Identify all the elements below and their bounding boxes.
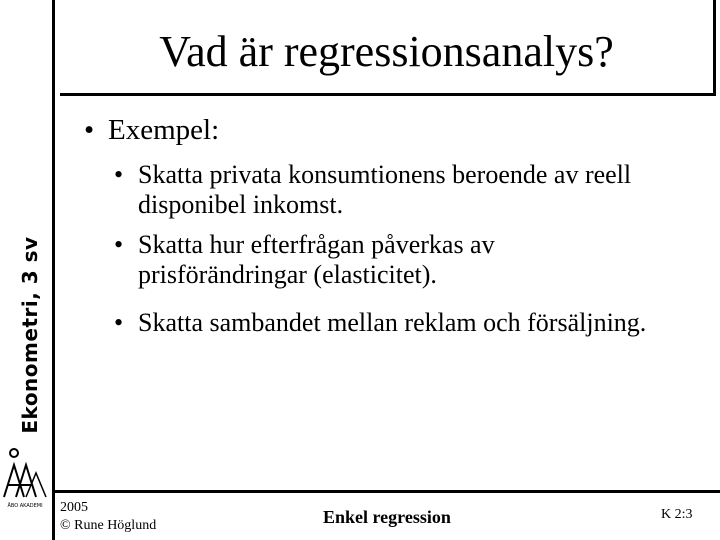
vertical-divider bbox=[52, 0, 55, 540]
slide-title: Vad är regressionsanalys? bbox=[159, 27, 614, 76]
bullet-line: Skatta hur efterfrågan påverkas av bbox=[138, 230, 495, 259]
bullet-glyph: • bbox=[84, 114, 95, 146]
bullet-level2-2 bbox=[114, 230, 495, 290]
footer-left bbox=[60, 499, 156, 535]
footer-divider bbox=[52, 490, 720, 493]
bullet-level1-text: Exempel: bbox=[108, 114, 220, 146]
bullet-glyph: • bbox=[114, 308, 124, 337]
footer-center: Enkel regression bbox=[323, 507, 451, 527]
bullet-glyph: • bbox=[114, 230, 124, 259]
footer-year: 2005 bbox=[60, 500, 88, 515]
bullet-line: disponibel inkomst. bbox=[138, 190, 344, 219]
logo-text: ÅBO AKADEMI bbox=[7, 503, 43, 509]
abo-akademi-logo-icon bbox=[2, 445, 48, 540]
side-title: Ekonometri, 3 sv bbox=[18, 236, 42, 434]
bullet-line: Skatta privata konsumtionens beroende av reell bbox=[138, 160, 632, 189]
bullet-glyph: • bbox=[114, 160, 124, 189]
bullet-level2-3 bbox=[114, 308, 646, 338]
bullet-level1 bbox=[84, 114, 219, 147]
bullet-line: prisförändringar (elasticitet). bbox=[138, 260, 437, 289]
bullet-level2-1 bbox=[114, 160, 631, 220]
footer-author: © Rune Höglund bbox=[60, 518, 157, 533]
footer-page-number: K 2:3 bbox=[661, 507, 693, 522]
title-box bbox=[60, 0, 716, 96]
bullet-line: Skatta sambandet mellan reklam och försäljning. bbox=[138, 308, 647, 337]
